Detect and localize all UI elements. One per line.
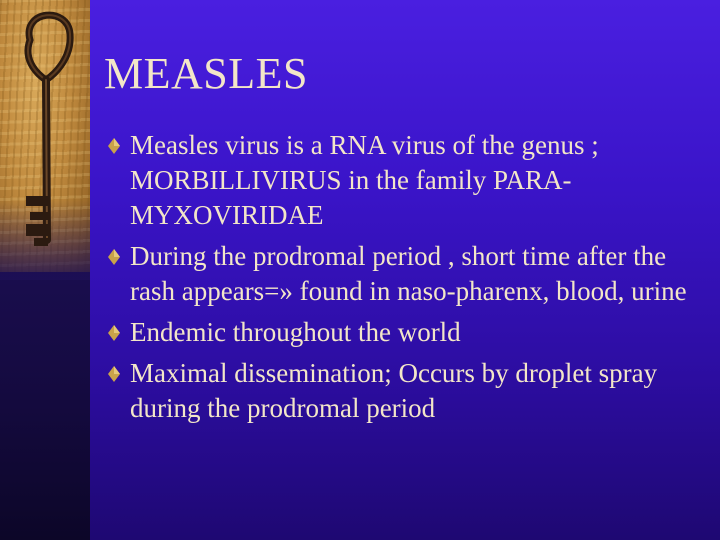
bullet-item <box>104 356 704 426</box>
diamond-bullet-icon <box>104 134 124 158</box>
bullet-item <box>104 239 704 309</box>
bullet-text: Maximal dissemination; Occurs by droplet spray during the prodromal period <box>130 358 658 423</box>
bullet-text: Endemic throughout the world <box>130 317 461 347</box>
diamond-bullet-icon <box>104 245 124 269</box>
diamond-bullet-icon <box>104 321 124 345</box>
bullet-text: Measles virus is a RNA virus of the genus ; MORBILLIVIRUS in the family PARA-MYXOVIRIDAE <box>130 130 599 230</box>
slide-title: MEASLES <box>104 49 308 98</box>
diamond-bullet-icon <box>104 362 124 386</box>
bullet-text: During the prodromal period , short time after the rash appears=» found in naso-pharenx, blood, urine <box>130 241 687 306</box>
bullet-item <box>104 128 704 233</box>
bullet-item <box>104 315 704 350</box>
old-key-icon <box>0 0 90 272</box>
bullet-list <box>104 128 704 432</box>
